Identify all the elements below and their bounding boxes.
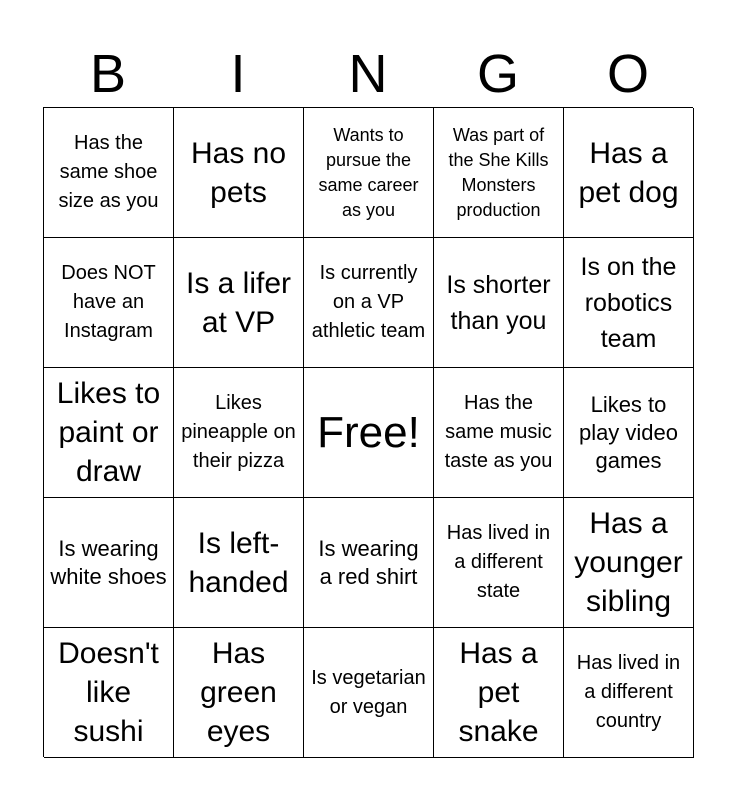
bingo-header [43, 40, 693, 108]
header-letter-i: I [230, 44, 246, 104]
bingo-cell[interactable] [434, 498, 564, 628]
cell-label: Likes to paint or draw [56, 377, 161, 488]
cell-label: Is wearing a red shirt [318, 535, 419, 589]
bingo-cell[interactable] [44, 368, 174, 498]
cell-label: Has the same music taste as you [444, 392, 553, 472]
cell-label: Does NOT have an Instagram [61, 262, 156, 342]
bingo-cell[interactable] [304, 628, 434, 758]
bingo-cell[interactable] [44, 238, 174, 368]
header-letter-n: N [348, 44, 388, 104]
bingo-cell[interactable] [44, 628, 174, 758]
bingo-cell[interactable] [174, 368, 304, 498]
bingo-cell[interactable] [174, 498, 304, 628]
cell-label: Is wearing white shoes [50, 535, 167, 589]
cell-label: Doesn't like sushi [58, 637, 159, 748]
cell-label: Likes pineapple on their pizza [181, 392, 296, 472]
bingo-cell[interactable] [434, 238, 564, 368]
bingo-cell[interactable] [304, 108, 434, 238]
cell-label: Has a pet dog [578, 136, 679, 209]
bingo-cell[interactable] [44, 498, 174, 628]
header-letter-g: G [476, 44, 519, 104]
cell-label: Has no pets [190, 136, 287, 209]
cell-label: Is vegetarian or vegan [311, 666, 426, 718]
cell-label: Likes to play video games [578, 391, 679, 473]
bingo-cell[interactable] [564, 108, 694, 238]
cell-label: Has a younger sibling [574, 507, 683, 618]
bingo-cell[interactable] [174, 108, 304, 238]
bingo-cell[interactable] [564, 628, 694, 758]
header-letter-o: O [606, 44, 649, 104]
bingo-cell[interactable] [304, 498, 434, 628]
bingo-cell[interactable] [174, 628, 304, 758]
cell-label: Is on the robotics team [580, 252, 677, 353]
bingo-cell[interactable] [564, 498, 694, 628]
cell-label: Has green eyes [200, 637, 277, 748]
cell-label: Wants to pursue the same career as you [318, 124, 419, 220]
cell-label: Has a pet snake [458, 637, 539, 748]
cell-label: Is currently on a VP athletic team [311, 262, 426, 342]
cell-label: Is shorter than you [446, 270, 551, 335]
bingo-cell[interactable] [174, 238, 304, 368]
bingo-cell[interactable] [434, 368, 564, 498]
cell-label: Has lived in a different country [576, 652, 681, 732]
bingo-cell[interactable] [304, 238, 434, 368]
cell-label: Is left-handed [188, 526, 289, 599]
cell-label: Is a lifer at VP [185, 266, 292, 339]
cell-label: Has lived in a different state [446, 522, 551, 602]
cell-label: Has the same shoe size as you [58, 132, 159, 212]
bingo-cell[interactable] [434, 628, 564, 758]
cell-label: Was part of the She Kills Monsters production [448, 124, 549, 220]
bingo-cell[interactable] [44, 108, 174, 238]
free-space-label: Free! [317, 407, 420, 457]
bingo-cell[interactable] [564, 368, 694, 498]
bingo-card-grid [43, 107, 693, 757]
free-space-cell[interactable] [304, 368, 434, 498]
bingo-cell[interactable] [564, 238, 694, 368]
bingo-cell[interactable] [434, 108, 564, 238]
header-letter-b: B [89, 44, 127, 104]
